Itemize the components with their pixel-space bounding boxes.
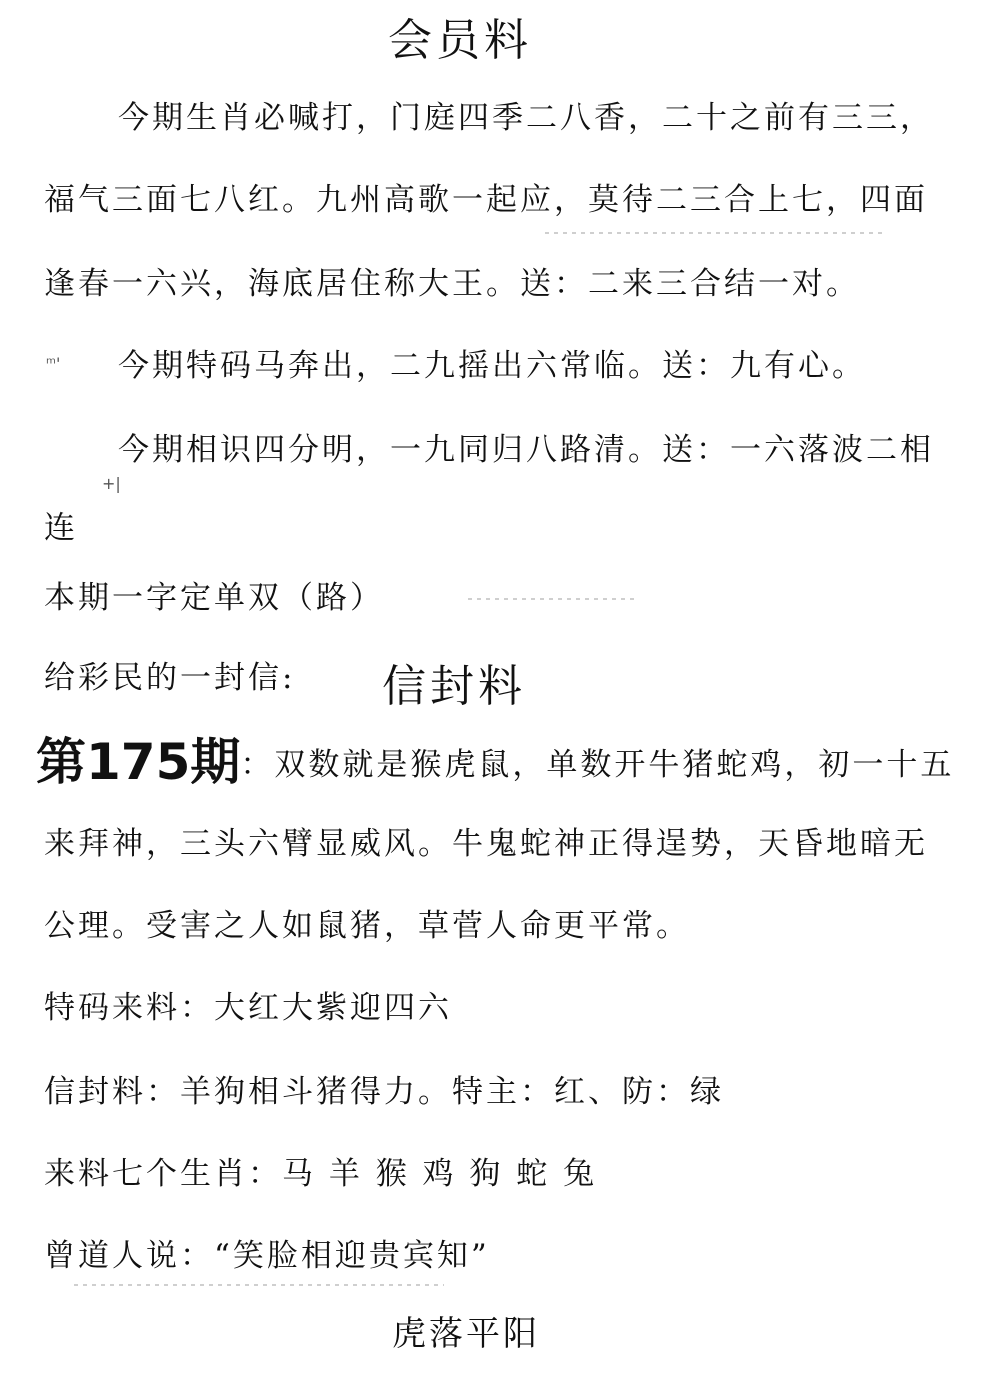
issue-label: 第175期 <box>36 733 241 791</box>
issue-text-1: ：双数就是猴虎鼠，单数开牛猪蛇鸡，初一十五 <box>240 747 955 783</box>
member-line-7: 本期一字定单双（路） <box>44 580 384 616</box>
scan-artifact <box>74 1284 444 1286</box>
footer-text: 虎落平阳 <box>392 1314 540 1354</box>
detail-line-2: 信封料：羊狗相斗猪得力。特主：红、防：绿 <box>44 1074 724 1110</box>
letter-title: 信封料 <box>382 661 526 712</box>
scan-artifact <box>545 232 885 234</box>
member-line-1: 今期生肖必喊打，门庭四季二八香，二十之前有三三， <box>118 100 934 136</box>
scan-mark: +| <box>102 474 121 493</box>
detail-line-4: 曾道人说：“笑脸相迎贵宾知” <box>44 1238 490 1274</box>
issue-line-3: 公理。受害之人如鼠猪，草菅人命更平常。 <box>44 908 690 944</box>
issue-line-2: 来拜神，三头六臂显威风。牛鬼蛇神正得逞势，天昏地暗无 <box>44 826 928 862</box>
member-line-3: 逢春一六兴，海底居住称大王。送：二来三合结一对。 <box>44 266 860 302</box>
scan-mark: ᵐ' <box>46 354 61 373</box>
letter-intro: 给彩民的一封信: <box>44 660 296 696</box>
page-title: 会员料 <box>388 15 532 66</box>
issue-line-1 <box>36 733 955 791</box>
member-line-6: 连 <box>44 510 78 546</box>
detail-line-3: 来料七个生肖：马 羊 猴 鸡 狗 蛇 兔 <box>44 1156 598 1192</box>
member-line-5: 今期相识四分明，一九同归八路清。送：一六落波二相 <box>118 432 934 468</box>
scan-artifact <box>468 598 638 600</box>
member-line-4: 今期特码马奔出，二九摇出六常临。送：九有心。 <box>118 348 866 384</box>
detail-line-1: 特码来料：大红大紫迎四六 <box>44 990 452 1026</box>
member-line-2: 福气三面七八红。九州高歌一起应，莫待二三合上七，四面 <box>44 182 928 218</box>
